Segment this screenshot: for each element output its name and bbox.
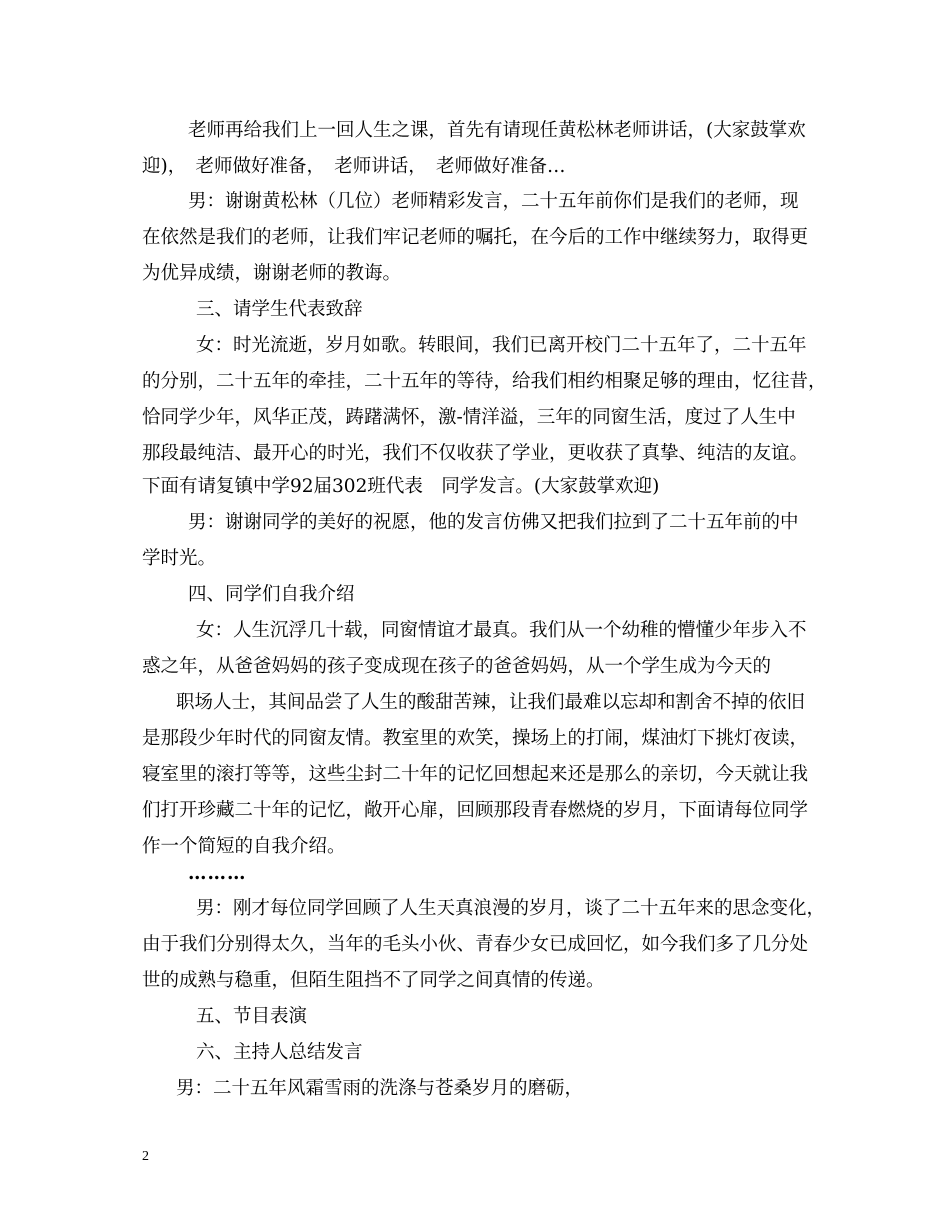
paragraph-line: 下面有请复镇中学92届302班代表 同学发言。(大家鼓掌欢迎) (142, 476, 660, 497)
paragraph-line: 世的成熟与稳重，但陌生阻挡不了同学之间真情的传递。 (142, 970, 605, 991)
paragraph-line: 男：刚才每位同学回顾了人生天真浪漫的岁月，谈了二十五年来的思念变化， (196, 898, 826, 919)
section-heading: 五、节目表演 (196, 1006, 308, 1027)
paragraph-line: 由于我们分别得太久，当年的毛头小伙、青春少女已成回忆，如今我们多了几分处 (142, 934, 809, 955)
paragraph-line: 在依然是我们的老师，让我们牢记老师的嘱托，在今后的工作中继续努力，取得更 (142, 227, 809, 248)
paragraph-line: 男：谢谢黄松林（几位）老师精彩发言，二十五年前你们是我们的老师，现 (188, 191, 799, 212)
paragraph-line: 那段最纯洁、最开心的时光，我们不仅收获了学业，更收获了真挚、纯洁的友谊。 (142, 443, 809, 464)
paragraph-line: 迎)， 老师做好准备， 老师讲话， 老师做好准备… (142, 156, 566, 177)
ellipsis-line: ……… (188, 863, 247, 884)
paragraph-line: 女：时光流逝，岁月如歌。转眼间，我们已离开校门二十五年了，二十五年 (196, 335, 807, 356)
paragraph-line: 是那段少年时代的同窗友情。教室里的欢笑，操场上的打闹，煤油灯下挑灯夜读， (142, 728, 809, 749)
paragraph-line: 作一个简短的自我介绍。 (142, 836, 346, 857)
paragraph-line: 的分别，二十五年的牵挂，二十五年的等待，给我们相约相聚足够的理由，忆往昔， (142, 371, 827, 392)
section-heading: 三、请学生代表致辞 (196, 299, 363, 320)
paragraph-line: 男：谢谢同学的美好的祝愿，他的发言仿佛又把我们拉到了二十五年前的中 (188, 512, 799, 533)
paragraph-line: 女：人生沉浮几十载，同窗情谊才最真。我们从一个幼稚的懵懂少年步入不 (196, 620, 807, 641)
page-number: 2 (142, 1149, 149, 1164)
section-heading: 四、同学们自我介绍 (188, 584, 355, 605)
paragraph-line: 老师再给我们上一回人生之课，首先有请现任黄松林老师讲话，(大家鼓掌欢 (188, 120, 806, 141)
paragraph-line: 们打开珍藏二十年的记忆，敞开心扉，回顾那段青春燃烧的岁月，下面请每位同学 (142, 800, 809, 821)
section-heading: 六、主持人总结发言 (196, 1042, 363, 1063)
paragraph-line: 恰同学少年，风华正茂，踌躇满怀，激-情洋溢，三年的同窗生活，度过了人生中 (142, 407, 796, 428)
paragraph-line: 职场人士，其间品尝了人生的酸甜苦辣，让我们最难以忘却和割舍不掉的依旧 (176, 692, 806, 713)
paragraph-line: 学时光。 (142, 548, 217, 569)
paragraph-line: 为优异成绩，谢谢老师的教诲。 (142, 263, 402, 284)
paragraph-line: 寝室里的滚打等等，这些尘封二十年的记忆回想起来还是那么的亲切，今天就让我 (142, 764, 809, 785)
paragraph-line: 惑之年，从爸爸妈妈的孩子变成现在孩子的爸爸妈妈，从一个学生成为今天的 (142, 656, 772, 677)
paragraph-line: 男：二十五年风霜雪雨的洗涤与苍桑岁月的磨砺， (176, 1078, 584, 1099)
